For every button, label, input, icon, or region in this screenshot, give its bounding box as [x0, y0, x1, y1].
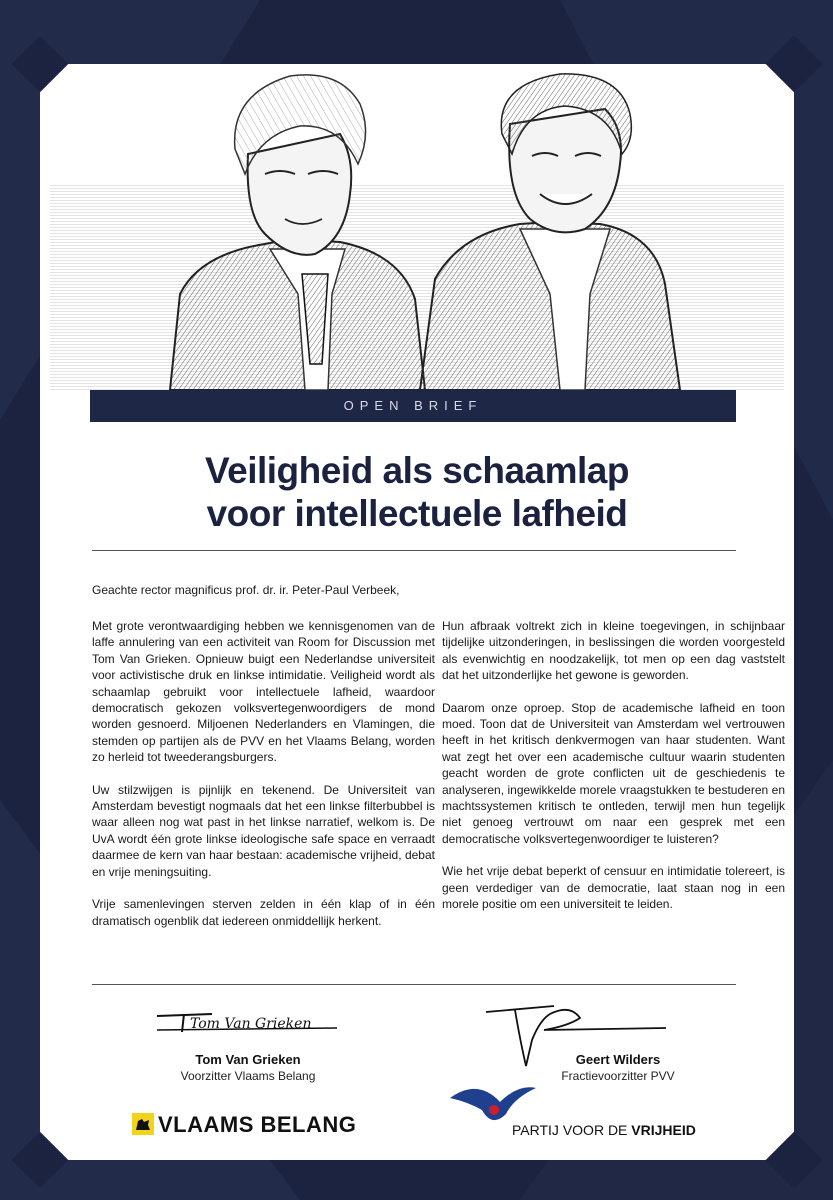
paragraph: Vrije samenlevingen sterven zelden in één klap of in één dramatisch ogenblik dat iedereen onmiddellijk herkent.	[92, 897, 435, 928]
signatory-name: Geert Wilders	[575, 1052, 661, 1067]
page-title	[40, 449, 794, 535]
paragraph: Daarom onze oproep. Stop de academische lafheid en toon moed. Toon dat de Universiteit van Amsterdam wel vertrouwen heeft in het kritisch denkvermogen van haar studenten. Want wat zegt het over een academische cultuur waarin studenten geacht worden de grote conflicten uit de geschiedenis te analyseren, ingewikkelde morele vraagstukken te bestuderen en machtssystemen kritisch te ontleden, terwijl men hun tegelijk niet genoeg vertrouwt om naar een gesprek met een democratische volksvertegenwoordiger te luisteren?	[442, 700, 785, 846]
paragraph: Uw stilzwijgen is pijnlijk en tekenend. De Universiteit van Amsterdam bevestigt nogmaals dat het een linkse filterbubbel is waar alleen nog wat past in het linkse narratief, welkom is. De UvA wordt één grote linkse ideologische safe space en verraadt daarmee de kern van haar bestaan: academische vrijheid, debat en vrije meningsuiting.	[92, 782, 435, 879]
pvv-wordmark-bold: VRIJHEID	[631, 1122, 696, 1138]
pvv-wordmark-prefix: PARTIJ VOOR DE	[512, 1122, 632, 1138]
paragraph: Met grote verontwaardiging hebben we kennisgenomen van de laffe annulering van een activiteit van Room for Discussion met Tom Van Grieken. Opnieuw buigt een Nederlandse universiteit voor activistische druk en linkse intimidatie. Veiligheid wordt als schaamlap gebruikt voor intellectuele lafheid, waardoor democratisch gekozen volksvertegenwoordigers de mond worden gesnoerd. Miljoenen Nederlanders en Vlamingen, die stemden op partijen als de PVV en het Vlaams Belang, worden zo herleid tot tweederangsburgers.	[92, 619, 435, 765]
portrait-illustration	[40, 64, 794, 390]
pvv-seagull-icon	[448, 1080, 538, 1128]
body-column-right	[442, 618, 785, 929]
signatory-name: Tom Van Grieken	[195, 1052, 301, 1067]
title-line-2: voor intellectuele lafheid	[206, 493, 628, 534]
title-line-1: Veiligheid als schaamlap	[205, 450, 629, 491]
body-column-left	[92, 618, 435, 945]
divider-bottom	[92, 984, 736, 985]
signature-van-grieken	[152, 1008, 342, 1038]
salutation: Geachte rector magnificus prof. dr. ir. Peter-Paul Verbeek,	[92, 583, 400, 597]
divider-top	[92, 550, 736, 551]
signatory-role: Fractievoorzitter PVV	[561, 1069, 675, 1083]
signatory-van-grieken	[118, 1050, 378, 1083]
signatory-role: Voorzitter Vlaams Belang	[180, 1069, 316, 1083]
lion-icon	[132, 1113, 154, 1135]
paragraph: Wie het vrije debat beperkt of censuur en intimidatie tolereert, is geen verdediger van de democratie, laat staan nog in een morele positie om een universiteit te leiden.	[442, 864, 785, 912]
paragraph: Hun afbraak voltrekt zich in kleine toegevingen, in schijnbaar tijdelijke uitzonderingen, in beslissingen die worden voorgesteld als evenwichtig en noodzakelijk, tot men op een dag vaststelt dat het uitzonderlijke het gewone is geworden.	[442, 619, 785, 683]
vlaams-belang-wordmark: VLAAMS BELANG	[158, 1112, 357, 1137]
letter-page	[40, 64, 794, 1160]
open-letter-banner: OPEN BRIEF	[90, 390, 736, 422]
vlaams-belang-logo	[132, 1112, 356, 1138]
signatory-wilders	[488, 1050, 748, 1083]
signature-text: Tom Van Grieken	[190, 1016, 312, 1032]
pvv-wordmark	[512, 1122, 696, 1138]
